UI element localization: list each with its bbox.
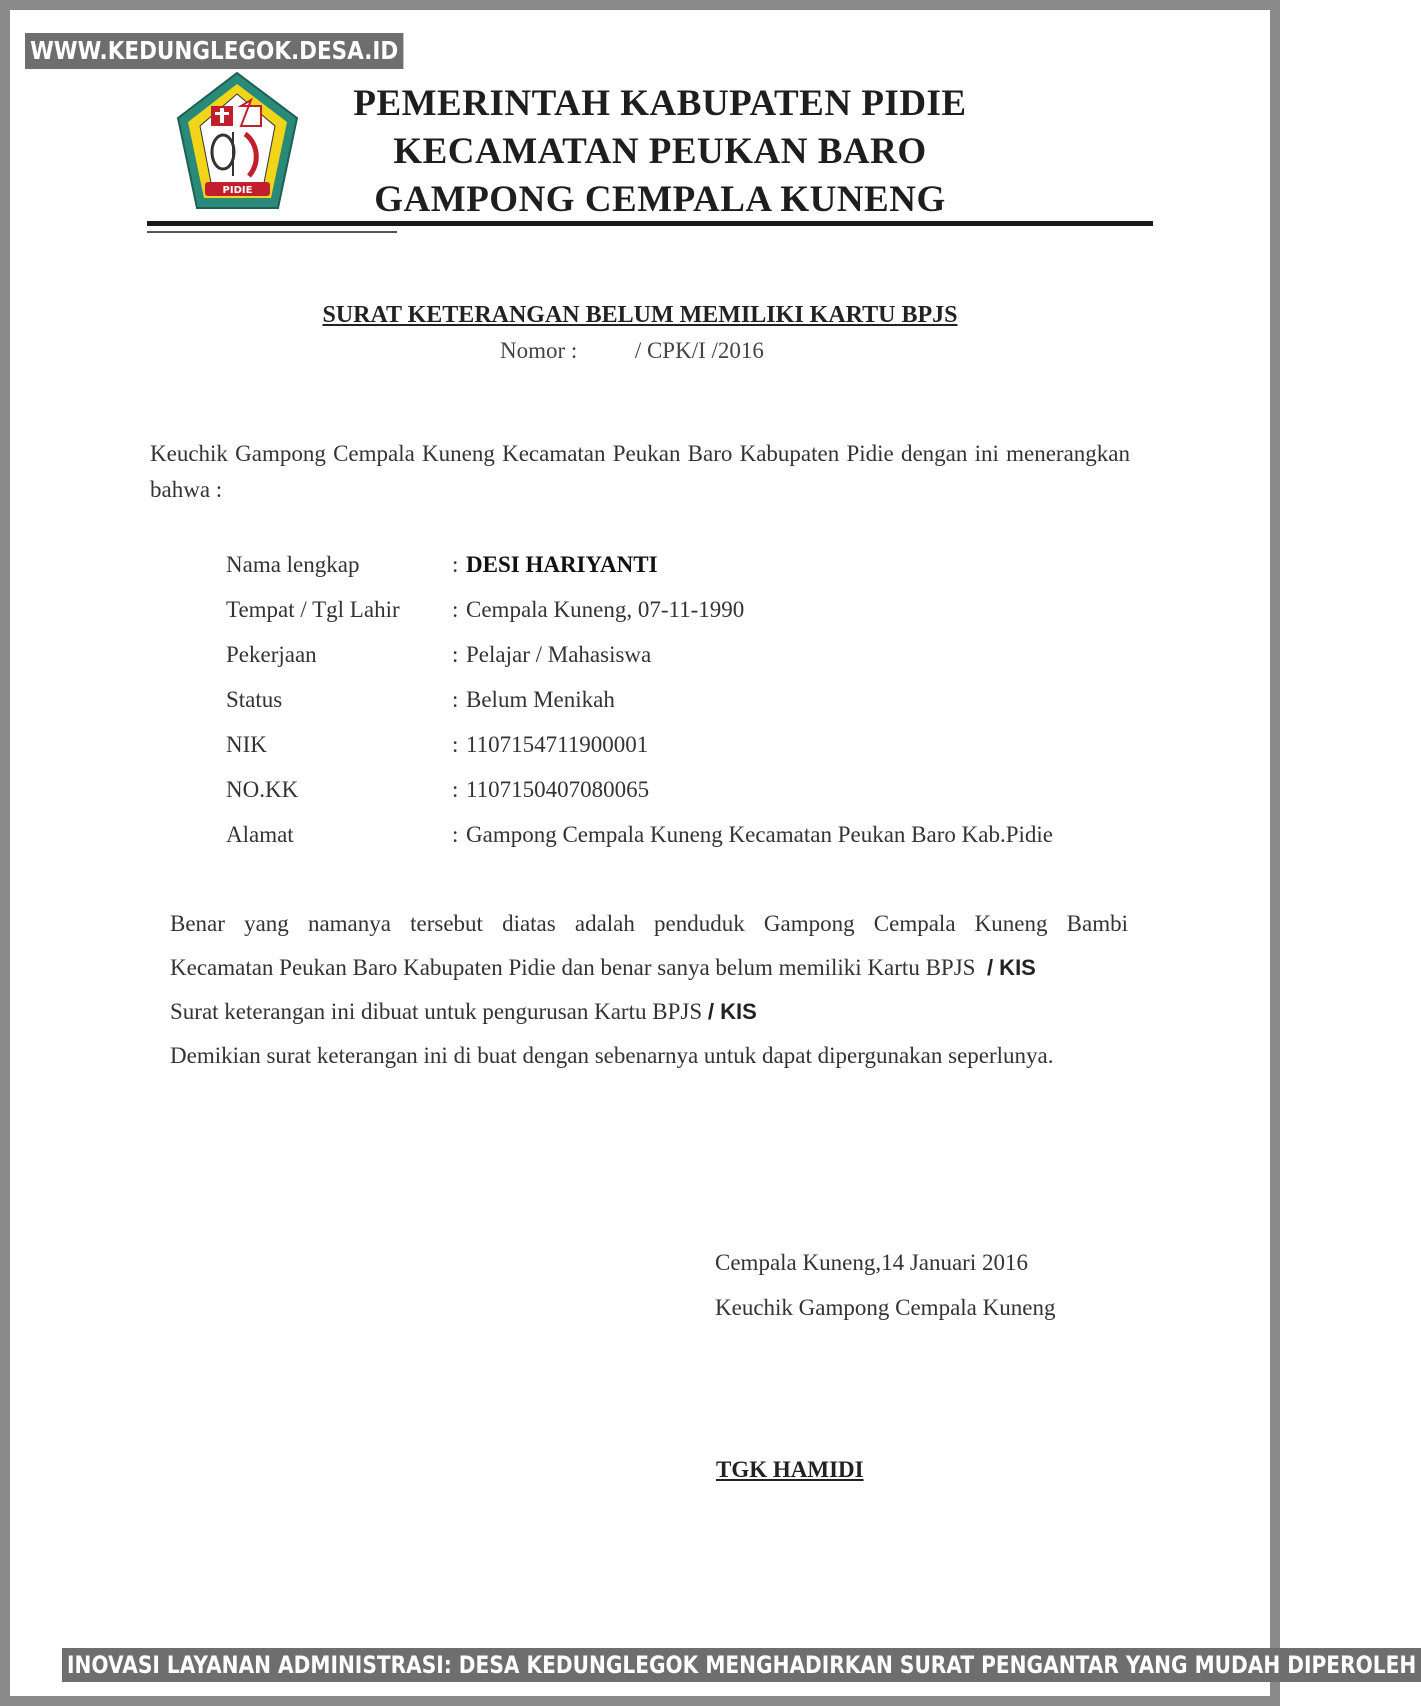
body-line-3-text: Surat keterangan ini dibuat untuk pengurusan Kartu BPJS [170,999,703,1024]
field-colon: : [452,552,459,577]
field-label: Alamat [226,822,294,847]
letterhead [330,80,990,224]
closing-paragraph: Demikian surat keterangan ini di buat dengan sebenarnya untuk dapat dipergunakan seperlunya. [170,1043,1054,1068]
body-line-2 [170,946,1128,990]
letter-number-label: Nomor : [500,338,578,363]
field-label: Nama lengkap [226,552,360,577]
body-line-1: Benar yang namanya tersebut diatas adalah penduduk Gampong Cempala Kuneng Bambi [170,911,1128,936]
letter-number [500,338,764,364]
field-label: NO.KK [226,777,299,802]
field-label: Pekerjaan [226,642,317,667]
kis-mark: / KIS [986,955,1036,980]
pidie-regency-emblem [175,70,300,212]
field-colon: : [452,597,459,622]
letterhead-rule [147,221,1153,226]
field-label: NIK [226,732,267,757]
body-line-3 [170,990,1128,1034]
field-colon: : [452,777,459,802]
field-value: 1107154711900001 [466,732,649,757]
intro-paragraph: Keuchik Gampong Cempala Kuneng Kecamatan Peukan Baro Kabupaten Pidie dengan ini menerangkan bahwa : [150,441,1130,502]
letterhead-rule-thin [147,231,397,233]
letterhead-line-3: GAMPONG CEMPALA KUNENG [374,179,946,220]
field-value: Belum Menikah [466,687,615,712]
logo-label: PIDIE [222,185,253,196]
field-value: 1107150407080065 [466,777,650,802]
field-value: DESI HARIYANTI [466,552,658,577]
watermark-bottom: INOVASI LAYANAN ADMINISTRASI: DESA KEDUNGLEGOK MENGHADIRKAN SURAT PENGANTAR YANG MUDAH DIPEROLEH [62,1648,1421,1682]
field-label: Status [226,687,283,712]
letter-number-value: / CPK/I /2016 [634,338,764,363]
signature-name: TGK HAMIDI [716,1457,864,1482]
field-colon: : [452,642,459,667]
field-label: Tempat / Tgl Lahir [226,597,400,622]
field-value: Cempala Kuneng, 07-11-1990 [466,597,745,622]
field-colon: : [452,732,459,757]
field-colon: : [452,687,459,712]
signature-position: Keuchik Gampong Cempala Kuneng [715,1295,1056,1320]
field-value: Pelajar / Mahasiswa [466,642,652,667]
signature-place-date: Cempala Kuneng,14 Januari 2016 [715,1250,1028,1275]
field-value: Gampong Cempala Kuneng Kecamatan Peukan Baro Kab.Pidie [466,822,1053,847]
letterhead-line-1: PEMERINTAH KABUPATEN PIDIE [353,83,967,124]
body-line-2-text: Kecamatan Peukan Baro Kabupaten Pidie dan benar sanya belum memiliki Kartu BPJS [170,955,976,980]
letter-title: SURAT KETERANGAN BELUM MEMILIKI KARTU BPJS [322,302,958,328]
field-colon: : [452,822,459,847]
watermark-top: WWW.KEDUNGLEGOK.DESA.ID [25,33,403,69]
letterhead-line-2: KECAMATAN PEUKAN BARO [393,131,927,172]
kis-mark: / KIS [707,999,757,1024]
